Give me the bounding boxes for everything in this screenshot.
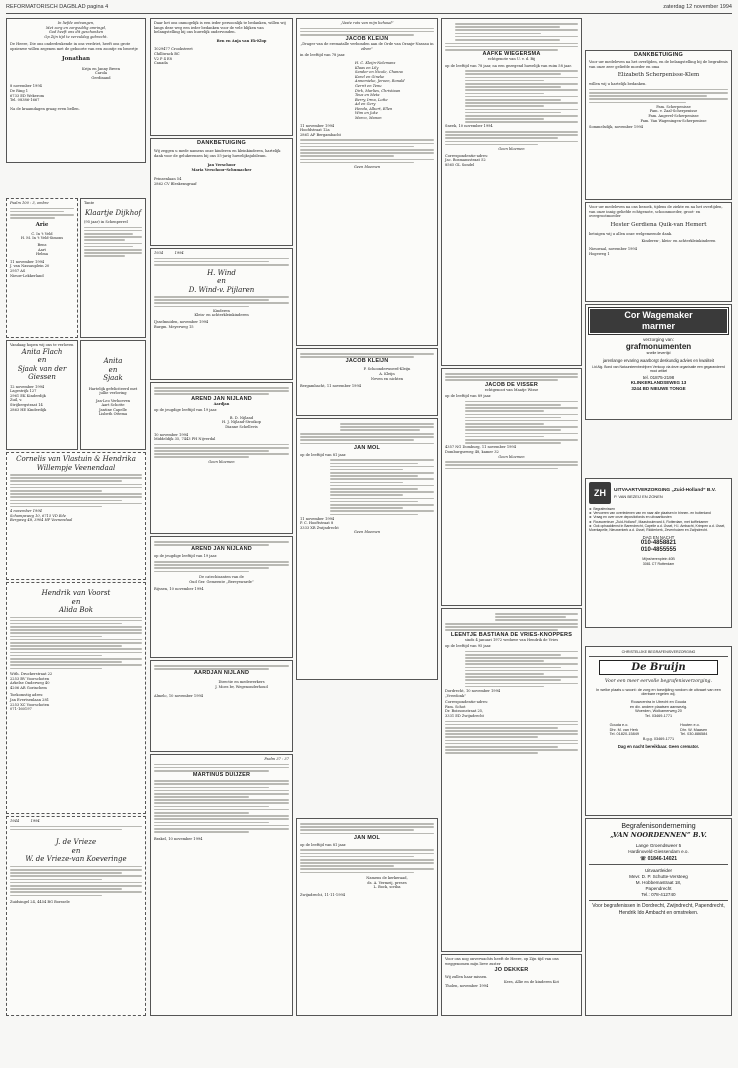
nijland2-name: AREND JAN NIJLAND <box>191 546 252 553</box>
birth-text: De Heere, Die ons onderdrukende in ons verdriet, heeft ons grote opzienwe willen zegenen met de geboorte van een zoontje en broertje <box>10 42 138 51</box>
nijland-age: op de jeugdige leeftijd van 19 jaar. <box>154 408 218 413</box>
de-visser-address: 4357 NG Domburg, 11 november 1994 Domburgseweg 48, kamer 32 <box>445 445 517 454</box>
zh-service-item: ► Vraag en over onze depositofonds en uitvaartkosten <box>589 515 672 520</box>
scherpenisse-head: DANKBETUIGING <box>633 52 684 58</box>
van-ek-address: 1029477 Crookstreet Chilliwack BC V2 P 4 E8 Canada <box>154 47 193 66</box>
ad-de-bruijn <box>585 646 732 816</box>
nijland2-signature: De catechisanten van de Oud Ger. Gemeente „Bereyswarde” <box>189 575 254 584</box>
obituary-kleijn-1 <box>296 18 438 346</box>
kleijn2-name: JACOB KLEIJN <box>345 358 389 365</box>
obituary-duijzer <box>150 754 293 1016</box>
congrats-name-2: Sjaak <box>103 374 123 382</box>
dekker-address: Tholen, november 1994 <box>445 984 489 989</box>
aunt-head: Tante <box>84 201 95 205</box>
quik-address: Nieuwaal, november 1994 Hogeweg 1 <box>589 246 638 256</box>
van-ek-signature: Ben en Anja van Ek-Klop <box>216 38 267 43</box>
obituary-mol-1 <box>296 418 438 680</box>
dekker-signature: Kees, Allie en de kinderen Kot <box>503 979 559 984</box>
mol-address: 11 november 1994 P. C. Hooftstraat 8 3333 XR Zwijndrecht <box>300 516 339 530</box>
wiegersma-name: AAFKE WIEGERSMA <box>482 51 541 58</box>
bruijn-address: Rouwcentra in Utrecht en Gouda en div. andere plaatsen aanwezig. Woerden, Wolkamerweg 20 Tel. 03469-1771 <box>629 699 688 719</box>
dekker-text: Voor ons nog onverwachts heeft de Heere, op Zijn tijd van ons weggenomen mijn lieve zuster <box>445 957 559 966</box>
congrats-text: Hartelijk gefeliciteerd met jullie verloving <box>88 386 138 396</box>
mol2-name: JAN MOL <box>353 834 381 841</box>
zh-service-text: Ook ophaaldienst in Barendrecht, Capelle a.d. IJssel, H.I. Ambacht, Krimpen a.d. IJssel, Moerkapelle, Nieuwerkerk a.d. IJssel, Ridderkerk, Zevenhuizen en Zwijndrecht. <box>589 523 726 533</box>
wiegersma-address: Sneek, 10 november 1994 <box>445 124 493 129</box>
wiegersma-sub: echtgenote van U. v. d. Bij <box>487 57 536 62</box>
noordennen-footer: Voor begrafenissen in Dordrecht, Zwijndrecht, Papendrecht, Hendrik Ido Ambacht en omstreken. <box>592 903 725 916</box>
mol-footnote: Geen bloemen <box>353 530 381 535</box>
bride-name: Alida Bok <box>58 606 93 614</box>
kleijn-verse: „Vaste rots van mijn behoud” <box>340 21 394 25</box>
wiegersma-age: op de leeftijd van 78 jaar, na een gezegend huwelijk van ruim 58 jaar. <box>445 63 572 68</box>
zh-service-text: Vraag en over onze depositofonds en uitvaartkosten <box>593 515 672 520</box>
birth-parents: Krijn en Janny Breen Carola Gerdinand <box>81 66 121 80</box>
scherpenisse-signature: Fam. Scherpenisse Fam. v. Zaal-Scherpenisse Fam. Angevel-Scherpenisse Fam. Van Wageningen-Scherpenisse <box>640 104 707 123</box>
birth-announcement <box>6 18 146 163</box>
wind-signature: Kinderen Klein- en achterkleinkinderen <box>194 308 249 318</box>
de-vries-sub: sinds 4 januari 1972 weduwe van Hendrik de Vries <box>464 637 559 642</box>
zh-service-item: ► Vervoeren van overledenen van en naar alle plaatsen in binnen- en buitenland <box>589 511 711 516</box>
van-ek-text: Daar het ons onmogelijk is een ieder persoonlijk te bedanken, willen wij langs deze weg een ieder bedanken voor de vele blijken van belangstelling bij ons huwelijk ondervonden. <box>154 21 286 35</box>
quik-signature: Kinderen-, klein- en achterkleinkinderen <box>641 239 716 244</box>
noordennen-address: Lange Groendsweer 5 Hardinxveld-Giessendam e.o. <box>628 843 689 854</box>
bruijn-text: In welke plaats u woont: de zorg en toewijding rondom de uitvaart van een dierbare regelen wij. <box>596 687 721 697</box>
obituary-mol-2 <box>296 818 438 1016</box>
birth-announcement-arie <box>6 198 78 338</box>
header-left: REFORMATORISCH DAGBLAD pagina 4 <box>6 4 109 10</box>
thanks-van-ek <box>150 18 293 136</box>
bruijn-extra: B.g.g. 03469-1771 <box>642 736 675 741</box>
birth-verse: In liefde ontvangen, Met zorg en zorgvuldig omringd, God heeft ons dit geschonken Op Zijn tijd te vervuldag gebracht. <box>44 21 108 39</box>
zh-logo-icon: ZH <box>589 482 611 504</box>
ad-zuid-holland <box>585 478 732 628</box>
wind-and: en <box>217 277 226 286</box>
aunt-announcement <box>80 198 146 338</box>
wedding-announcement-voorst <box>6 582 146 814</box>
voorst-future-address: Toekomstig adres: Jan Evertsenlaan 281 2253 XC Voorschoten 071-160197 <box>10 693 50 712</box>
de-vries-age: op de leeftijd van 95 jaar. <box>445 644 492 649</box>
congrats-signatures: Jan-Leo Verhoeven Aart Schotte Jantine Capelle Lisbeth Ottema <box>95 398 131 417</box>
wagemaker-phone: tel. 01875-2198 <box>642 375 675 381</box>
groom-name: Hendrik van Voorst <box>41 589 111 597</box>
engaged-name-2: Sjaak van der Giessen <box>17 364 67 382</box>
nijland3-address: Almelo, 10 november 1994 <box>154 693 204 698</box>
birth-address: 8 november 1994 De Ring 1 6733 ED Wekerom Tel. 08386-1667 <box>10 84 45 103</box>
wagemaker-subtitle: marmer <box>641 321 676 331</box>
page-header <box>6 4 732 14</box>
obituary-dekker <box>441 954 582 1016</box>
nijland-name: AREND JAN NIJLAND <box>191 395 252 402</box>
bruijn-gouda: Gouda e.o. Dhr. M. van Herk Tel. 01820-15849 <box>609 722 639 737</box>
de-visser-footnote: Geen bloemen <box>498 454 525 459</box>
wind-name-1: H. Wind <box>207 268 236 277</box>
nijland2-address: Rijssen, 10 november 1994 <box>154 587 204 592</box>
wind-years: 1934 1994 <box>154 251 184 255</box>
de-vries-name: LEENTJE BASTIANA DE VRIES-KNOPPERS <box>450 631 573 638</box>
mol-age: op de leeftijd van 81 jaar. <box>300 452 347 457</box>
bruijn-slogan: Voor een meer eervolle begrafenisverzorging. <box>605 679 712 684</box>
congrats-and: en <box>108 365 118 374</box>
wind-address: IJsselmuiden, november 1994 Burgm. Meyerweg 15 <box>154 320 209 329</box>
ad-wagemaker <box>585 304 732 420</box>
kleijn-age: in de leeftijd van 78 jaar. <box>300 53 346 58</box>
scherpenisse-text2: willen wij u hartelijk bedanken. <box>589 82 647 87</box>
wedding-announcement-vlastuin <box>6 452 146 580</box>
zh-service-text: Rouwcentrum „Zuid-Holland”, Maasboulevard 4, Rotterdam, met koffiekamer <box>593 519 709 524</box>
aunt-name: Klaartje Dijkhof <box>84 208 142 217</box>
kleijn2-address: Bergambacht, 11 november 1994 <box>300 384 362 389</box>
wedding-couple: Cornelis van Vlastuin & Hendrika Willempje Veenendaal <box>16 455 136 472</box>
wedding-address: Schampsweg 10, 6715 VD Ede Bergweg 48, 3904 HP Veenendaal <box>10 513 73 523</box>
congrats-name-1: Anita <box>103 357 123 365</box>
anniversary-announcement-vrieze <box>6 816 146 1016</box>
wiegersma-footnote: Geen bloemen <box>498 147 525 151</box>
ad-van-noordennen <box>585 818 732 1016</box>
zh-subtitle: P. VAN BEZEIJ EN ZONEN <box>614 493 663 499</box>
nijland-sub: Aardjan <box>213 401 230 406</box>
nijland-family: B. D. Nijland H. J. Nijland-Stroikop Dianne Schellevis <box>222 415 261 429</box>
noordennen-manager: Uitvaartleider Mevr. D. P. Schutte-Versteeg M. Hobbemastraat 18, Papendrecht Tel.: 078-412740 <box>629 867 688 897</box>
noordennen-title: Begrafenisonderneming <box>621 823 696 830</box>
zh-service-item: ► Ook ophaaldienst in Barendrecht, Capelle a.d. IJssel, H.I. Ambacht, Krimpen a.d. IJssel, Moerkapelle, Nieuwerkerk a.d. IJssel, Ridderkerk, Zevenhuizen en Zwijndrecht. <box>589 523 726 533</box>
thanks-quik <box>585 202 732 302</box>
zh-address: Mijnsherenplein 40B 3081 CT Rotterdam <box>642 557 675 566</box>
wagemaker-title: Cor Wagemaker <box>624 310 693 320</box>
wedding-date: 4 november 1994 <box>10 509 42 514</box>
de-vries-address: Dordrecht, 10 november 1994 „Vreedonk” <box>445 688 501 698</box>
nijland-footnote: Geen bloemen <box>208 459 235 464</box>
zh-title: UITVAARTVERZORGING „Zuid-Holland” B.V. <box>614 487 716 493</box>
de-visser-sub: echtgenoot van Maatje Wisse <box>484 387 539 392</box>
mol-name: JAN MOL <box>353 444 381 451</box>
anniversary-name-1: J. de Vrieze <box>55 838 97 847</box>
engagement-congrats <box>80 340 146 450</box>
nijland3-signature: Directie en medewerkers J. Moes bv, Wegenonderhoud <box>215 680 268 689</box>
mol2-age: op de leeftijd van 81 jaar. <box>300 842 347 847</box>
noordennen-name: „VAN NOORDENNEN” B.V. <box>610 831 707 839</box>
engaged-and: en <box>37 356 47 365</box>
thanks-verschoor <box>150 138 293 246</box>
wagemaker-membership: Lid Alg. Bond van Natuursteenbedrijven Verkoop via deze organisatie een gegarandeerd mooi artikel <box>592 365 725 374</box>
kleijn-family: H. C. Kleijn-Nelemans Klaas en Lily Sander en Nicole, Channa Karel en Gineke Annemieke, Jeroen, Ronald Gerrit en Tenu Dirk, Marlies, Christiaan Teus en Meta Berry, Irma, Lotte Ad en Gery Henda, Albert, Ellen Wim en Joke Marco, Manon <box>355 60 405 121</box>
voorst-address: With. Druckerstraat 22 2253 BV Voorschoten Arkelse Onderweg 40 4206 AR Gorinchem <box>10 672 53 690</box>
wiegersma-correspondence: Correspondentie-adres: Jac. Bosmansstraat 52 8565 GL Sondel <box>445 153 489 167</box>
wagemaker-delivery: snelle levertijd <box>646 351 671 355</box>
dekker-name: JO DEKKER <box>494 967 529 974</box>
de-vries-correspondence: Correspondentie-adres: Fam. Schot Dr. Boissonstraat 25, 3331 ED Zwijndrecht <box>445 700 489 718</box>
duijzer-name: MARTINUS DUIJZER <box>192 772 251 779</box>
obituary-de-visser <box>441 368 582 606</box>
anniversary-wind <box>150 248 293 380</box>
voorst-and: en <box>71 597 81 606</box>
kleijn2-signature: P. Schoonderwoerd-Kleijn A. Kleijn Neven en nichten <box>363 367 411 381</box>
arie-name: Arie <box>35 221 49 228</box>
bruijn-title: De Bruijn <box>599 660 718 675</box>
engagement-address: 12 november 1994 Lagestrijk 127 2961 EK Kinderdijk Zuil, v. Strijbergstraat 14 2863 HE Kinderdijk <box>10 384 47 412</box>
dekker-miss: Wij zullen haar missen. <box>445 975 488 980</box>
thanks-scherpenisse <box>585 50 732 200</box>
anniversary-and: en <box>71 846 81 855</box>
obituary-nijland-2 <box>150 536 293 658</box>
bruijn-top: CHRISTELIJKE BEGRAFENISVERZORGING <box>589 650 728 657</box>
zh-day-night: DAG EN NACHT <box>642 535 675 541</box>
verschoor-head: DANKBETUIGING <box>196 140 247 146</box>
mol2-signature: Namens de kerkeraad, ds. A. Vermeij, preses L. Bock, scriba <box>366 876 408 890</box>
verschoor-text: Wij zeggen u mede namens onze kinderen en kleinkinderen, hartelijk dank voor de gelukwensen bij ons 55-jarig huwelijksjubileum. <box>154 149 281 158</box>
obituary-nijland-3 <box>150 660 293 752</box>
quik-text2: betuigen wij u allen onze welgemeende dank. <box>589 231 673 236</box>
verschoor-signature: Jan Verschoor Maria Verschoor-Schumacher <box>191 163 252 172</box>
wagemaker-service: grafmonumenten <box>625 342 692 351</box>
kleijn-address: 11 november 1994 Hoofdstraat 12a 2861 AP Bergambacht <box>300 123 341 137</box>
arie-siblings: Bens Aart Helma <box>36 242 48 257</box>
wagemaker-experience: jarenlange ervaring waarborgt deskundig advies en kwaliteit <box>602 358 715 363</box>
wind-name-2: D. Wind-v. Pijlaren <box>188 285 255 294</box>
bruijn-footer: Dag en nacht bereikbaar. Geen cremator. <box>617 743 700 749</box>
kleijn-footnote: Geen bloemen <box>353 164 381 169</box>
zh-service-item: ► Begrafenissen <box>589 507 615 511</box>
aunt-note: (95 jaar) in Schenperrel <box>84 220 128 225</box>
zh-service-text: Begrafenissen <box>593 507 615 511</box>
scherpenisse-name: Elizabeth Scherpenisse-Klem <box>617 72 700 79</box>
zh-services <box>589 507 728 532</box>
nijland3-name: AARDJAN NIJLAND <box>193 670 250 677</box>
anniversary-name-2: W. de Vrieze-van Koeveringe <box>25 855 127 864</box>
kleijn-sub: „Drager van de erematalle verbonden aan de Orde van Oranje-Nassau in zilver” <box>300 42 434 51</box>
zh-service-text: Vervoeren van overledenen van en naar alle plaatsen in binnen- en buitenland <box>593 511 711 516</box>
obituary-nijland-1 <box>150 382 293 534</box>
quik-name: Hester Gerdiena Quik-van Hemert <box>610 221 707 228</box>
duijzer-psalm: Psalm 37 : 37 <box>264 757 289 761</box>
kleijn-name: JACOB KLEIJN <box>345 36 389 43</box>
wagemaker-address: KLINKERLANDSEWEG 13 3244 BD NIEUWE TONGE <box>630 380 687 391</box>
anniversary-years: 1944 1994 <box>10 819 40 823</box>
header-right: zaterdag 12 november 1994 <box>663 4 732 10</box>
de-visser-name: JACOB DE VISSER <box>484 381 539 388</box>
birth-footnote: Na de kraamdagen graag even bellen. <box>10 106 80 111</box>
scherpenisse-text: Voor uw medeleven na het overlijden, en de belangstelling bij de begrafenis van onze zeer geliefde moeder en oma <box>589 60 728 69</box>
nijland2-age: op de jeugdige leeftijd van 19 jaar. <box>154 554 218 559</box>
engagement-announcement <box>6 340 78 450</box>
obituary-kleijn-2 <box>296 348 438 416</box>
verschoor-address: Prinsenlaan 54 2862 CV Bleskensgraaf <box>154 177 197 186</box>
obituary-wiegersma <box>441 18 582 366</box>
arie-address: 11 november 1994 J. van Nassauplein 20 2957 AS Nieuw-Lekkerland <box>10 259 50 278</box>
wagemaker-service-intro: verzorging van: <box>643 337 674 342</box>
mol2-address: Zwijndrecht, 11-11-1994 <box>300 893 346 898</box>
psalm-ref: Psalm 100 : 3, ombre <box>10 201 49 205</box>
arie-parents: C. In 't Veld H. M. In 't Veld-Simons <box>20 231 64 241</box>
baby-name: Jonathan <box>62 55 90 62</box>
de-visser-age: op de leeftijd van 89 jaar. <box>445 394 492 399</box>
scherpenisse-address: Sommelsdijk, november 1994 <box>589 125 644 130</box>
vrieze-address: Zuidsingel 24, 4454 BG Borssele <box>10 900 70 905</box>
bruijn-houten: Houten e.o. Dhr. W. Maasen Tel. 030-886584 <box>680 722 708 737</box>
quik-text: Voor uw medeleven na ons bezoek, tijdens de ziekte en na het overlijden, van onze innig geliefde echtgenote, schoonmoeder, groot- en overgrootmoeder <box>589 205 723 219</box>
obituary-de-vries-knoppers <box>441 608 582 952</box>
duijzer-address: Brakel, 10 november 1994 <box>154 836 203 841</box>
zh-phone: 010-4858821 010-4855555 <box>640 540 677 554</box>
zh-service-item: ► Rouwcentrum „Zuid-Holland”, Maasboulevard 4, Rotterdam, met koffiekamer <box>589 519 709 524</box>
nijland-address: 10 november 1994 Middeldijk 35, 7443 PH Nijverdal <box>154 432 216 442</box>
engaged-name-1: Anita Flach <box>21 347 63 356</box>
engagement-head: Vandaag hopen wij ons te verloven <box>10 343 74 347</box>
noordennen-phone: ☏ 01846-14021 <box>639 856 678 862</box>
